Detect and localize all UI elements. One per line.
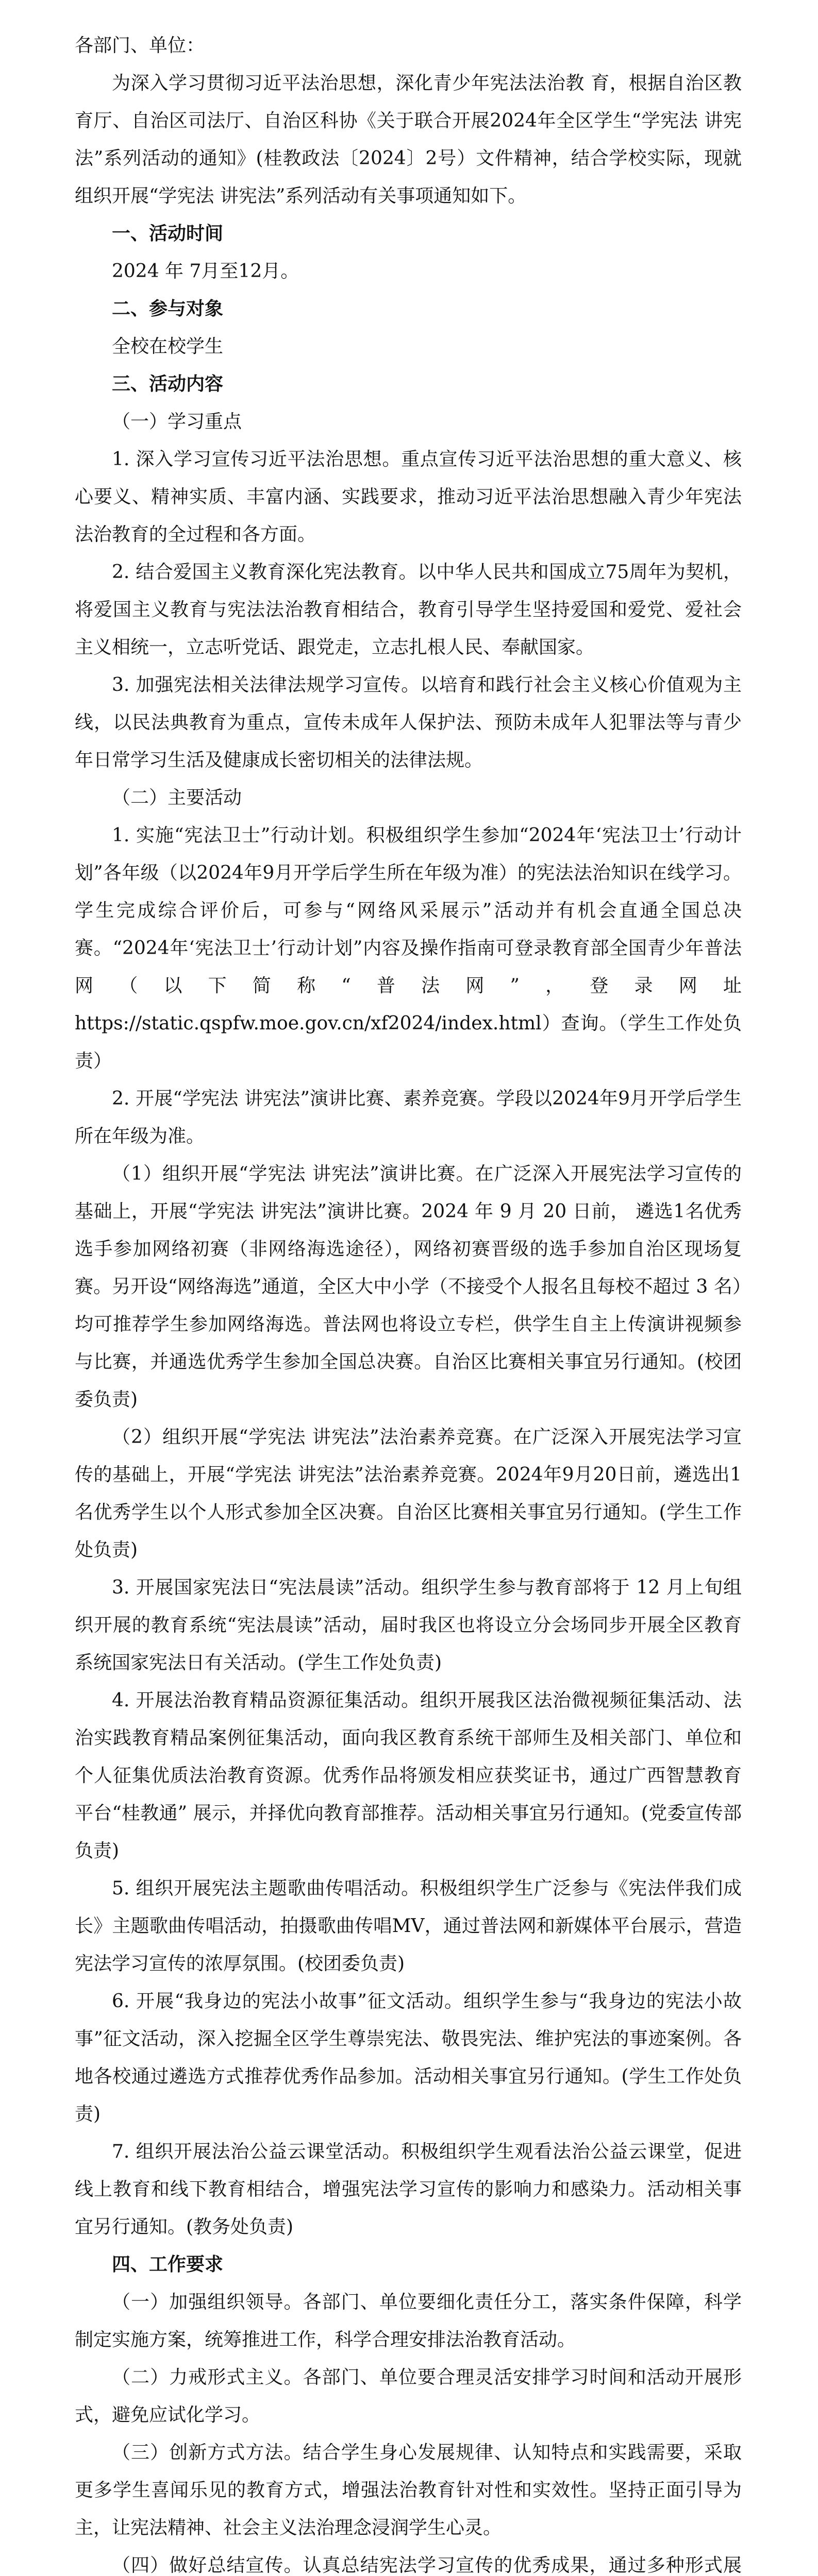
section-heading-participants: 二、参与对象 — [112, 298, 224, 319]
requirement-2: （二）力戒形式主义。各部门、单位要合理灵活安排学习时间和活动开展形式，避免应试化学习。 — [75, 2367, 742, 2426]
activity-item-1-text: 1. 实施“宪法卫士”行动计划。积极组织学生参加“2024年‘宪法卫士’行动计划”各年级（以2024年9月开学后学生所在年级为准）的宪法法治知识在线学习。学生完成综合评价后，可参与“网络风采展示”活动并有机会直通全国总决赛。“2024年‘宪法卫士’行动计划”内容及操作指南可登录教育部全国青少年普法网（以下简称“普法网”，登录网址 — [75, 825, 742, 996]
section-heading-content: 三、活动内容 — [112, 374, 224, 395]
activity-item-3: 3. 开展国家宪法日“宪法晨读”活动。组织学生参与教育部将于 12 月上旬组织开展的教育系统“宪法晨读”活动，届时我区也将设立分会场同步开展全区教育系统国家宪法日有关活动。(学生工作处负责) — [75, 1577, 742, 1673]
pufa-website-link[interactable]: https://static.qspfw.moe.gov.cn/xf2024/index.html — [75, 1013, 542, 1034]
greeting: 各部门、单位： — [75, 35, 205, 56]
activity-item-1 — [75, 817, 742, 1080]
focus-item-3: 3. 加强宪法相关法律法规学习宣传。以培育和践行社会主义核心价值观为主线，以民法典教育为重点，宣传未成年人保护法、预防未成年人犯罪法等与青少年日常学习生活及健康成长密切相关的法律法规。 — [75, 674, 742, 771]
subheading-study-focus: （一）学习重点 — [112, 411, 242, 432]
requirement-3: （三）创新方式方法。结合学生身心发展规律、认知特点和实践需要，采取更多学生喜闻乐见的教育方式，增强法治教育针对性和实效性。坚持正面引导为主，让宪法精神、社会主义法治理念浸润学生心灵。 — [75, 2442, 742, 2538]
activity-item-1-tail: ）查询。（学生工作处负责） — [75, 1013, 742, 1072]
activity-item-2-1: （1）组织开展“学宪法 讲宪法”演讲比赛。在广泛深入开展宪法学习宣传的基础上，开展“学宪法 讲宪法”演讲比赛。2024 年 9 月 20 日前， 遴选1名优秀选手参加网络初赛（非网络海选途径），网络初赛晋级的选手参加自治区现场复赛。另开设“网络海选”通道，全区大中小学（不接受个人报名且每校不超过 3 名）均可推荐学生参加网络海选。普法网也将设立专栏，供学生自主上传演讲视频参与比赛，并通选优秀学生参加全国总决赛。自治区比赛相关事宜另行通知。(校团委负责) — [75, 1163, 742, 1410]
focus-item-2: 2. 结合爱国主义教育深化宪法教育。以中华人民共和国成立75周年为契机，将爱国主义教育与宪法法治教育相结合，教育引导学生坚持爱国和爱党、爱社会主义相统一，立志听党话、跟党走，立志扎根人民、奉献国家。 — [75, 562, 742, 658]
section-heading-time: 一、活动时间 — [112, 223, 224, 244]
activity-time: 2024 年 7月至12月。 — [112, 261, 299, 282]
activity-item-2: 2. 开展“学宪法 讲宪法”演讲比赛、素养竞赛。学段以2024年9月开学后学生所在年级为准。 — [75, 1088, 742, 1147]
focus-item-1: 1. 深入学习宣传习近平法治思想。重点宣传习近平法治思想的重大意义、核心要义、精神实质、丰富内涵、实践要求，推动习近平法治思想融入青少年宪法法治教育的全过程和各方面。 — [75, 449, 742, 545]
activity-item-4: 4. 开展法治教育精品资源征集活动。组织开展我区法治微视频征集活动、法治实践教育精品案例征集活动，面向我区教育系统干部师生及相关部门、单位和个人征集优质法治教育资源。优秀作品将颁发相应获奖证书，通过广西智慧教育平台“桂教通” 展示，并择优向教育部推荐。活动相关事宜另行通知。(党委宣传部负责) — [75, 1690, 742, 1861]
requirement-4 — [75, 2547, 742, 2576]
participants: 全校在校学生 — [112, 336, 224, 357]
section-heading-requirements: 四、工作要求 — [112, 2254, 224, 2275]
requirement-1: （一）加强组织领导。各部门、单位要细化责任分工，落实条件保障，科学制定实施方案，统筹推进工作，科学合理安排法治教育活动。 — [75, 2292, 742, 2350]
activity-item-6: 6. 开展“我身边的宪法小故事”征文活动。组织学生参与“我身边的宪法小故事”征文活动，深入挖掘全区学生尊崇宪法、敬畏宪法、维护宪法的事迹案例。各地各校通过遴选方式推荐优秀作品参加。活动相关事宜另行通知。(学生工作处负责) — [75, 1991, 742, 2125]
subheading-main-activities: （二）主要活动 — [112, 787, 242, 808]
requirement-4-text: （四）做好总结宣传。认真总结宪法学习宣传的优秀成果，通过多种形式展 — [112, 2555, 742, 2576]
activity-item-2-2: （2）组织开展“学宪法 讲宪法”法治素养竞赛。在广泛深入开展宪法学习宣传的基础上，开展“学宪法 讲宪法”法治素养竞赛。2024年9月20日前，遴选出1名优秀学生以个人形式参加全区决赛。自治区比赛相关事宜另行通知。(学生工作处负责) — [75, 1427, 742, 1561]
intro-paragraph: 为深入学习贯彻习近平法治思想，深化青少年宪法法治教 育，根据自治区教育厅、自治区司法厅、自治区科协《关于联合开展2024年全区学生“学宪法 讲宪法”系列活动的通知》(桂教政法〔2024〕2号）文件精神，结合学校实际，现就组织开展“学宪法 讲宪法”系列活动有关事项通知如下。 — [75, 73, 742, 207]
activity-item-7: 7. 组织开展法治公益云课堂活动。积极组织学生观看法治公益云课堂，促进线上教育和线下教育相结合，增强宪法学习宣传的影响力和感染力。活动相关事宜另行通知。(教务处负责) — [75, 2141, 742, 2238]
activity-item-5: 5. 组织开展宪法主题歌曲传唱活动。积极组织学生广泛参与《宪法伴我们成长》主题歌曲传唱活动，拍摄歌曲传唱MV，通过普法网和新媒体平台展示，营造宪法学习宣传的浓厚氛围。(校团委负责) — [75, 1878, 742, 1974]
